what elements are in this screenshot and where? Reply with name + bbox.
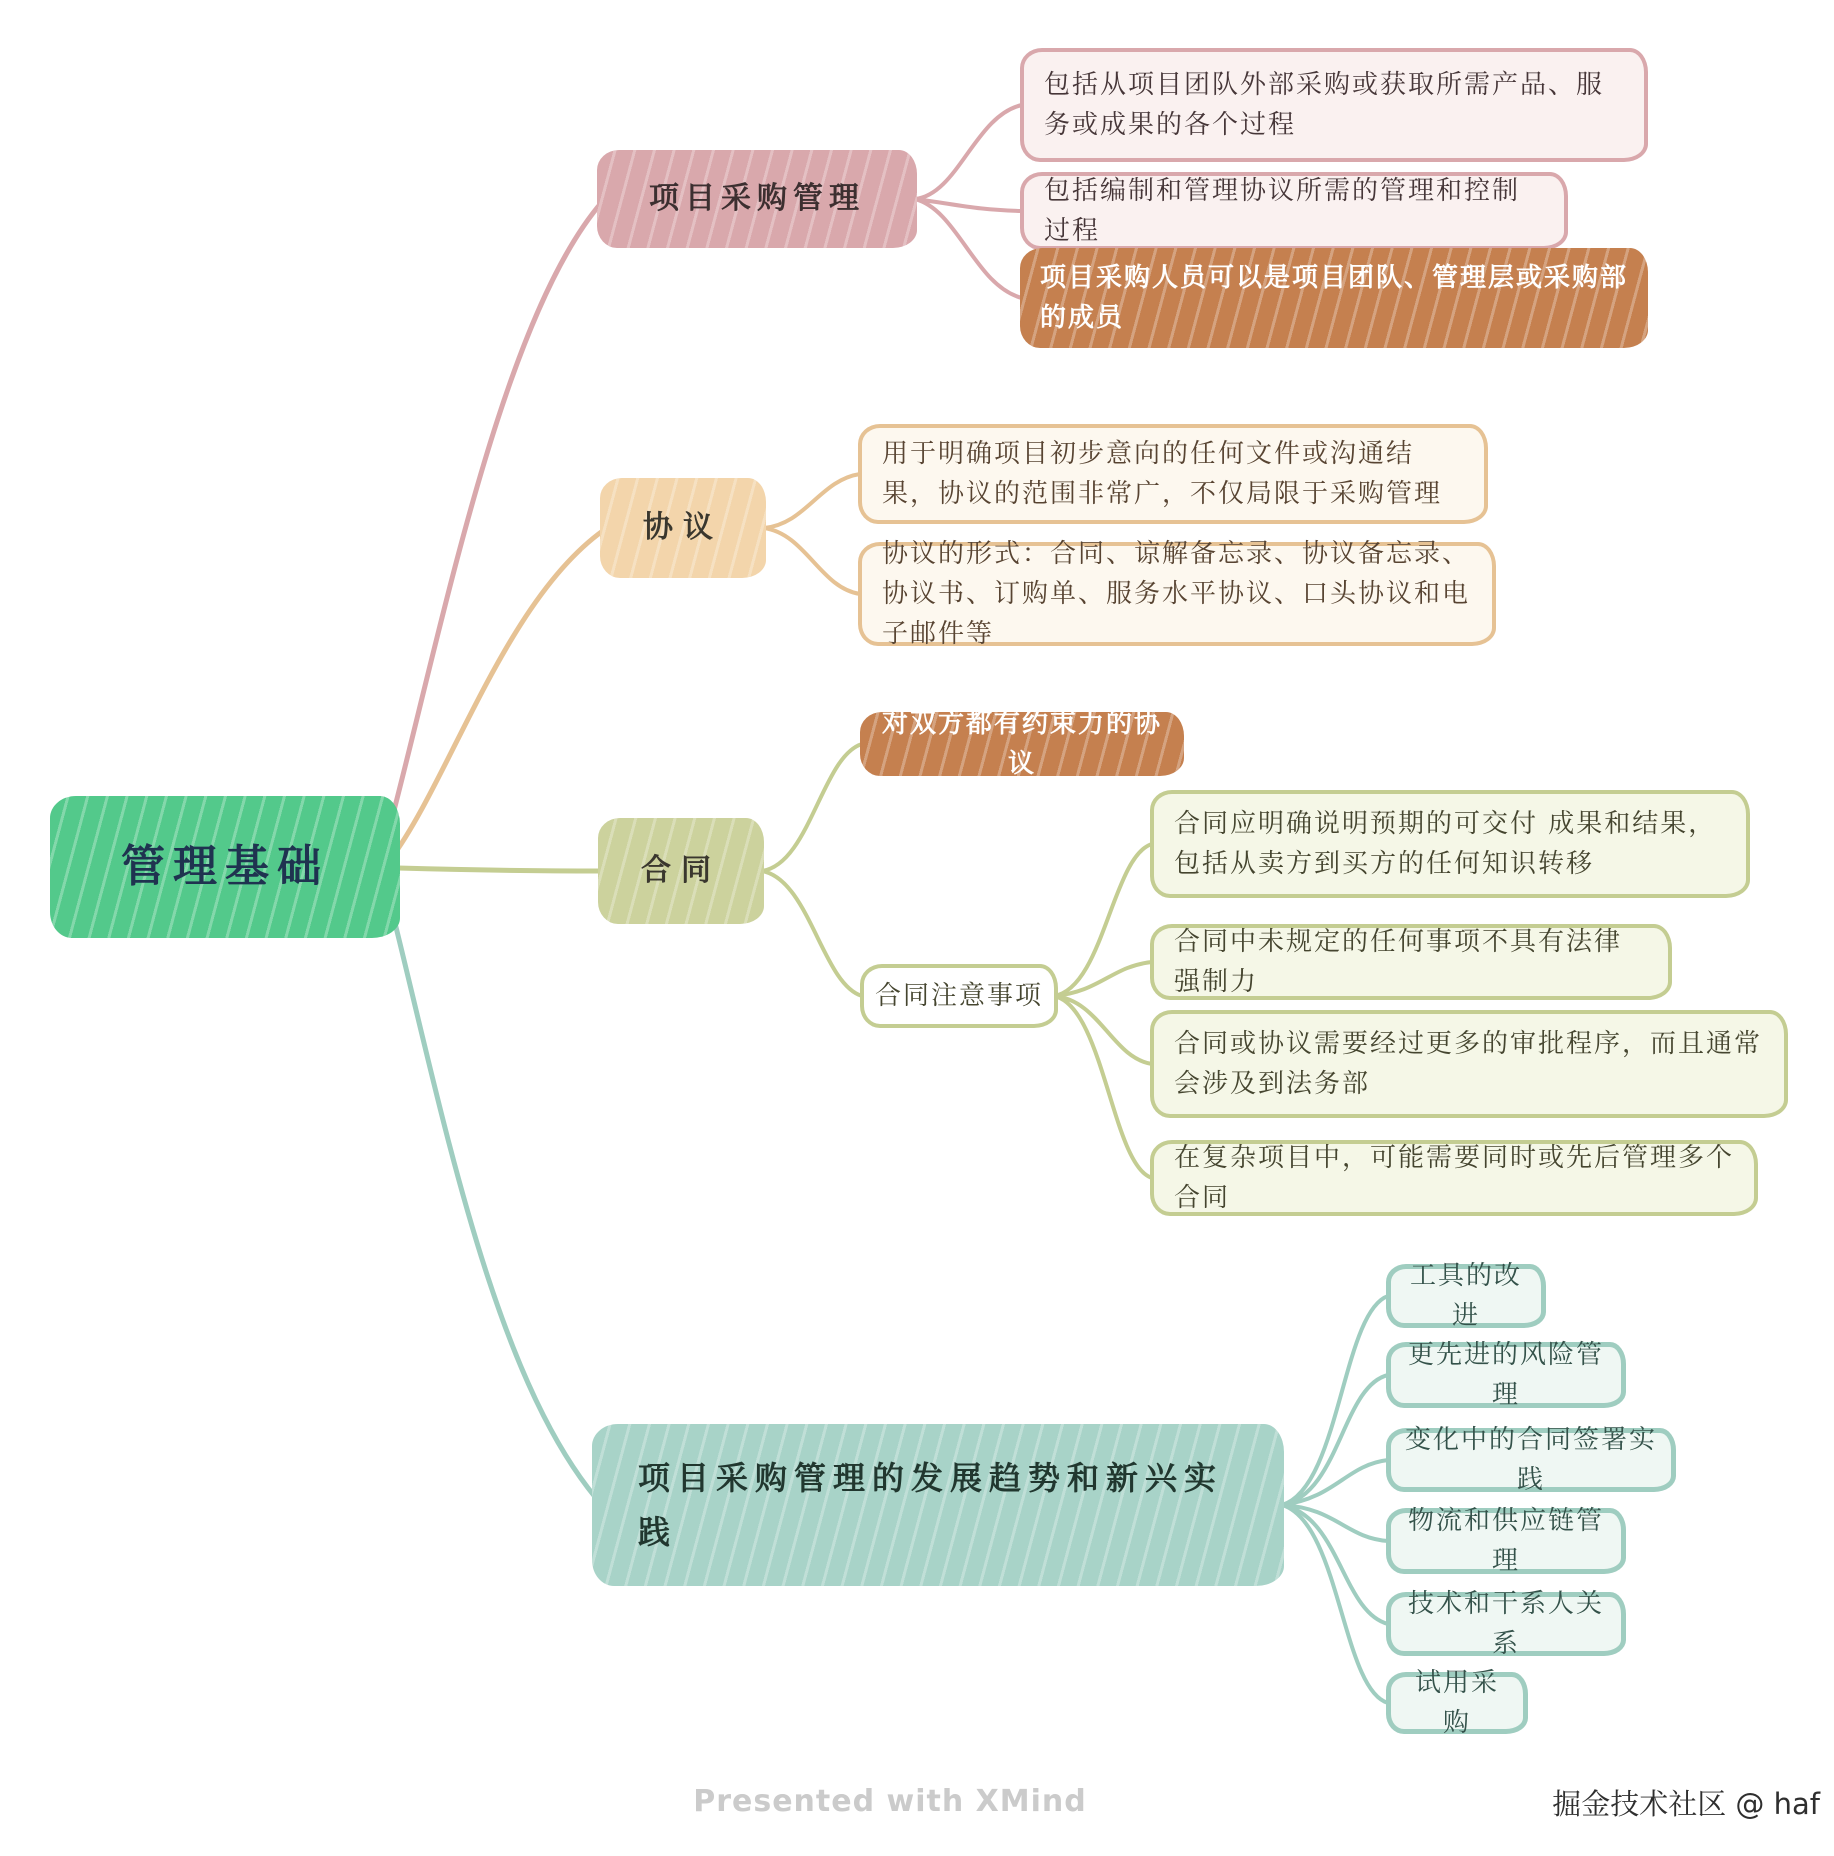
branch-contract[interactable]: 合同: [598, 818, 764, 924]
edge-note-3: [1054, 996, 1152, 1064]
edge-trend-2: [1282, 1375, 1388, 1505]
branch-agreement[interactable]: 协议: [600, 478, 766, 578]
edge-agreement-2: [764, 528, 860, 594]
contract-binding-note[interactable]: 对双方都有约束力的协议: [860, 712, 1184, 776]
edge-note-2: [1054, 962, 1152, 996]
contract-note-approval[interactable]: 合同或协议需要经过更多的审批程序，而且通常会涉及到法务部: [1150, 1010, 1788, 1118]
contract-note-multiple[interactable]: 在复杂项目中，可能需要同时或先后管理多个合同: [1150, 1140, 1758, 1216]
trend-stakeholders[interactable]: 技术和干系人关系: [1386, 1592, 1626, 1656]
contract-note-deliverables[interactable]: 合同应明确说明预期的可交付 成果和结果，包括从卖方到买方的任何知识转移: [1150, 790, 1750, 898]
agreement-note-scope[interactable]: 用于明确项目初步意向的任何文件或沟通结果，协议的范围非常广，不仅局限于采购管理: [858, 424, 1488, 524]
edge-trend-1: [1282, 1296, 1388, 1505]
trend-contract-signing[interactable]: 变化中的合同签署实践: [1386, 1428, 1676, 1492]
agreement-note-forms[interactable]: 协议的形式：合同、谅解备忘录、协议备忘录、协议书、订购单、服务水平协议、口头协议和电子邮件等: [858, 542, 1496, 646]
edge-procurement-1: [915, 105, 1022, 199]
edge-note-4: [1054, 996, 1152, 1178]
procurement-note-personnel[interactable]: 项目采购人员可以是项目团队、管理层或采购部的成员: [1020, 248, 1648, 348]
credit-text: 掘金技术社区 @ haf: [1552, 1787, 1820, 1821]
root-topic[interactable]: 管理基础: [50, 796, 400, 938]
edge-note-1: [1054, 844, 1152, 996]
procurement-note-processes[interactable]: 包括从项目团队外部采购或获取所需产品、服务或成果的各个过程: [1020, 48, 1648, 162]
edge-trend-3: [1282, 1460, 1388, 1505]
edge-agreement-1: [764, 474, 860, 528]
branch-trends[interactable]: 项目采购管理的发展趋势和新兴实践: [592, 1424, 1284, 1586]
edge-contract-notes: [762, 871, 862, 996]
trend-tools[interactable]: 工具的改进: [1386, 1264, 1546, 1328]
edge-trend-5: [1282, 1505, 1388, 1624]
edge-root-agreement: [390, 530, 604, 860]
edge-trend-4: [1282, 1505, 1388, 1541]
edge-root-trends: [388, 895, 596, 1498]
edge-procurement-3: [915, 199, 1022, 298]
xmind-watermark: Presented with XMind: [693, 1784, 1087, 1819]
trend-risk[interactable]: 更先进的风险管理: [1386, 1342, 1626, 1408]
edge-contract-binding: [762, 744, 862, 871]
trend-trial-procurement[interactable]: 试用采购: [1386, 1672, 1528, 1734]
contract-notes-topic[interactable]: 合同注意事项: [860, 964, 1058, 1028]
branch-procurement[interactable]: 项目采购管理: [597, 150, 917, 248]
edge-trend-6: [1282, 1505, 1388, 1703]
procurement-note-control[interactable]: 包括编制和管理协议所需的管理和控制过程: [1020, 172, 1568, 250]
edge-procurement-2: [915, 199, 1022, 211]
contract-note-legal-force[interactable]: 合同中未规定的任何事项不具有法律强制力: [1150, 924, 1672, 1000]
trend-logistics[interactable]: 物流和供应链管理: [1386, 1508, 1626, 1574]
edge-root-procurement: [385, 202, 602, 845]
edge-root-contract: [398, 868, 602, 871]
